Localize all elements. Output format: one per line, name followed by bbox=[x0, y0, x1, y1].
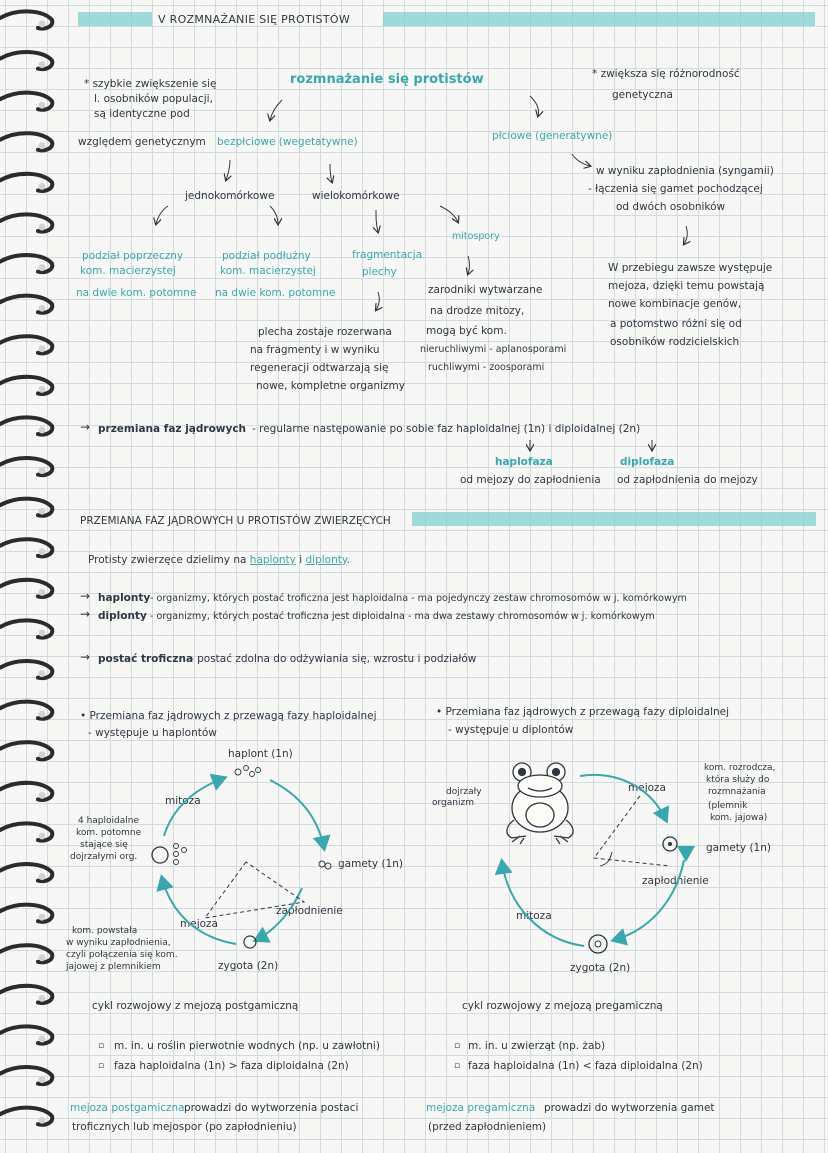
arrow-icon bbox=[468, 256, 470, 274]
germ-cell-4: (plemnik bbox=[708, 801, 748, 811]
germ-cell-5: kom. jajowa) bbox=[710, 813, 768, 823]
daughter-cells-3: stające się bbox=[80, 840, 128, 850]
arrow-icon bbox=[164, 778, 224, 836]
syngamy-1: w wyniku zapłodnienia (syngamii) bbox=[596, 165, 774, 177]
fragmentation-1: fragmentacja bbox=[352, 249, 423, 261]
fragmentation-desc-3: regeneracji odtwarzają się bbox=[250, 362, 389, 374]
cell-icon bbox=[668, 842, 672, 846]
syngamy-2: - łączenia się gamet pochodzącej bbox=[588, 183, 763, 195]
diplont-example-1: m. in. u zwierząt (np. żab) bbox=[468, 1040, 606, 1052]
diplophase-desc: od zapłodnienia do mejozy bbox=[617, 474, 758, 486]
left-note-1: * szybkie zwiększenie się bbox=[84, 78, 217, 90]
arrow-icon bbox=[270, 206, 278, 224]
haplont-mitosis: mitoza bbox=[165, 795, 201, 807]
mitospores-desc-4: nieruchliwymi - aplanosporami bbox=[420, 344, 567, 355]
arrow-icon: → bbox=[80, 420, 91, 434]
zygote-origin-4: jajowej z plemnikiem bbox=[66, 962, 161, 972]
split-transverse-2: kom. macierzystej bbox=[80, 265, 176, 277]
single-celled-label: jednokomórkowe bbox=[185, 190, 275, 202]
haplophase-label: haplofaza bbox=[495, 456, 553, 468]
right-note-2: genetyczna bbox=[612, 89, 673, 101]
bullet-icon: ▫ bbox=[98, 1041, 105, 1051]
arrow-icon bbox=[270, 100, 282, 120]
arrow-icon bbox=[162, 878, 236, 944]
diplonts-term: diplonty bbox=[98, 610, 147, 622]
intro-period: . bbox=[346, 554, 350, 566]
arrow-icon: → bbox=[80, 650, 91, 664]
arrow-icon bbox=[376, 292, 379, 310]
meiosis-note-4: a potomstwo różni się od bbox=[610, 318, 742, 330]
split-longitudinal-1: podział podłużny bbox=[222, 250, 311, 262]
germ-cell-3: rozmnażania bbox=[708, 787, 766, 797]
cell-icon bbox=[595, 941, 601, 947]
diplont-fertilization: zapłodnienie bbox=[642, 875, 709, 887]
haplont-gametes: gamety (1n) bbox=[338, 858, 403, 870]
alternation-term: przemiana faz jądrowych bbox=[98, 423, 247, 435]
arrow-icon bbox=[330, 164, 332, 182]
diplont-gametes: gamety (1n) bbox=[706, 842, 771, 854]
haplont-summary-term: mejoza postgamiczna bbox=[70, 1102, 185, 1114]
cell-icon bbox=[152, 847, 168, 863]
meiosis-note-3: nowe kombinacje genów, bbox=[608, 298, 742, 310]
diplont-adult-1: dojrzały bbox=[446, 787, 482, 797]
haplont-header-2: - występuje u haplontów bbox=[88, 727, 217, 739]
diplont-example-2: faza haploidalna (1n) < faza diploidalna (2n) bbox=[468, 1060, 703, 1072]
asexual-label: bezpłciowe (wegetatywne) bbox=[217, 136, 358, 148]
left-note-4: względem genetycznym bbox=[78, 136, 206, 148]
fragmentation-desc-1: plecha zostaje rozerwana bbox=[258, 326, 392, 338]
haplonts-def: - organizmy, których postać troficzna jest haploidalna - ma pojedynczy zestaw chromosomów w j. komórkowym bbox=[150, 593, 687, 604]
bullet-icon: ▫ bbox=[454, 1061, 461, 1071]
arrow-icon bbox=[156, 206, 168, 224]
arrow-icon bbox=[614, 860, 684, 940]
haplont-summary-2: troficznych lub mejospor (po zapłodnieniu) bbox=[72, 1121, 297, 1133]
diplont-cycle-name: cykl rozwojowy z mejozą pregamiczną bbox=[462, 1000, 663, 1012]
arrow-icon bbox=[270, 780, 324, 848]
diplont-summary-2: (przed zapłodnieniem) bbox=[428, 1121, 547, 1133]
diplont-meiosis: mejoza bbox=[628, 782, 666, 794]
cell-icon bbox=[589, 935, 607, 953]
arrow-icon: → bbox=[80, 607, 91, 621]
mitospores-label: mitospory bbox=[452, 231, 500, 242]
page-title: V ROZMNAŻANIE SIĘ PROTISTÓW bbox=[158, 13, 350, 26]
fragmentation-2: plechy bbox=[362, 266, 397, 278]
haplont-zygote: zygota (2n) bbox=[218, 960, 279, 972]
bullet-icon: ▫ bbox=[98, 1061, 105, 1071]
diplont-summary-term: mejoza pregamiczna bbox=[426, 1102, 536, 1114]
bullet-icon: ▫ bbox=[454, 1041, 461, 1051]
arrow-icon bbox=[502, 862, 584, 946]
haplophase-desc: od mejozy do zapłodnienia bbox=[460, 474, 601, 486]
zygote-origin-3: czyli połączenia się kom. bbox=[66, 950, 178, 960]
arrow-icon bbox=[580, 775, 666, 820]
haplont-header-1: • Przemiana faz jądrowych z przewagą fazy haploidalnej bbox=[80, 710, 377, 722]
cell-icon bbox=[244, 936, 256, 948]
meiosis-note-2: mejoza, dzięki temu powstają bbox=[608, 280, 765, 292]
trophic-term: postać troficzna bbox=[98, 653, 194, 665]
diplont-adult-2: organizm bbox=[432, 798, 474, 808]
left-note-2: l. osobników populacji, bbox=[94, 93, 213, 105]
zygote-origin-2: w wyniku zapłodnienia, bbox=[66, 938, 171, 948]
diplont-zygote: zygota (2n) bbox=[570, 962, 631, 974]
sexual-label: płciowe (generatywne) bbox=[492, 130, 613, 142]
haplont-example-1: m. in. u roślin pierwotnie wodnych (np. u zawłotni) bbox=[114, 1040, 380, 1052]
arrow-icon: → bbox=[80, 589, 91, 603]
haplont-cycle-name: cykl rozwojowy z mejozą postgamiczną bbox=[92, 1000, 299, 1012]
diplont-summary-1: prowadzi do wytworzenia gamet bbox=[544, 1102, 715, 1114]
diplont-header-1: • Przemiana faz jądrowych z przewagą fazy diploidalnej bbox=[436, 706, 730, 718]
diplophase-label: diplofaza bbox=[620, 456, 675, 468]
left-note-3: są identyczne pod bbox=[94, 108, 190, 120]
diplont-header-2: - występuje u diplontów bbox=[448, 724, 574, 736]
mitospores-desc-3: mogą być kom. bbox=[426, 325, 507, 337]
intro-haplonts: haplonty bbox=[249, 554, 296, 566]
frog-icon bbox=[507, 763, 573, 844]
right-note-1: * zwiększa się różnorodność bbox=[592, 68, 740, 80]
multi-celled-label: wielokomórkowe bbox=[312, 190, 400, 202]
meiosis-note-5: osobników rodzicielskich bbox=[610, 336, 740, 348]
haplont-fertilization: zapłodnienie bbox=[276, 905, 343, 917]
center-title: rozmnażanie się protistów bbox=[290, 72, 484, 87]
arrow-icon bbox=[530, 96, 539, 116]
fragmentation-desc-4: nowe, kompletne organizmy bbox=[256, 380, 405, 392]
diplont-mitosis: mitoza bbox=[516, 910, 552, 922]
zygote-origin-1: kom. powstała bbox=[72, 926, 138, 936]
intro-and: i bbox=[299, 554, 303, 566]
daughter-cells-2: kom. potomne bbox=[76, 828, 142, 838]
fragmentation-desc-2: na fragmenty i w wyniku bbox=[250, 344, 380, 356]
daughter-cells-4: dojrzałymi org. bbox=[70, 852, 138, 862]
intro-prefix: Protisty zwierzęce dzielimy na bbox=[88, 554, 247, 566]
split-transverse-3: na dwie kom. potomne bbox=[76, 287, 197, 299]
mitospores-desc-1: zarodniki wytwarzane bbox=[428, 284, 543, 296]
arrow-icon bbox=[440, 206, 458, 222]
syngamy-3: od dwóch osobników bbox=[616, 201, 726, 213]
haplonts-term: haplonty bbox=[98, 592, 151, 604]
haplont-meiosis: mejoza bbox=[180, 918, 218, 930]
haplont-summary-1: prowadzi do wytworzenia postaci bbox=[184, 1102, 359, 1114]
intro-diplonts: diplonty bbox=[305, 554, 347, 566]
arrow-icon bbox=[226, 160, 230, 180]
split-transverse-1: podział poprzeczny bbox=[82, 250, 184, 262]
arrow-icon bbox=[684, 226, 687, 244]
meiosis-note-1: W przebiegu zawsze występuje bbox=[608, 262, 773, 274]
arrow-icon bbox=[256, 888, 302, 940]
daughter-cells-1: 4 haploidalne bbox=[78, 816, 139, 826]
haplont-label: haplont (1n) bbox=[228, 748, 293, 760]
diplonts-def: - organizmy, których postać troficzna jest diploidalna - ma dwa zestawy chromosomów w j. komórkowym bbox=[150, 611, 655, 622]
mitospores-desc-5: ruchliwymi - zoosporami bbox=[428, 362, 545, 373]
haplont-example-2: faza haploidalna (1n) > faza diploidalna (2n) bbox=[114, 1060, 349, 1072]
germ-cell-2: która służy do bbox=[706, 775, 770, 785]
haplont-cells-icon bbox=[174, 766, 332, 870]
alternation-definition: - regularne następowanie po sobie faz haploidalnej (1n) i diploidalnej (2n) bbox=[252, 423, 641, 435]
germ-cell-1: kom. rozrodcza, bbox=[704, 763, 776, 773]
section2-title: PRZEMIANA FAZ JĄDROWYCH U PROTISTÓW ZWIERZĘCYCH bbox=[80, 515, 391, 527]
split-longitudinal-3: na dwie kom. potomne bbox=[215, 287, 336, 299]
arrow-icon bbox=[376, 210, 378, 232]
trophic-def: - postać zdolna do odżywiania się, wzrostu i podziałów bbox=[190, 653, 477, 665]
mitospores-desc-2: na drodze mitozy, bbox=[430, 305, 525, 317]
arrow-icon bbox=[572, 154, 590, 166]
split-longitudinal-2: kom. macierzystej bbox=[220, 265, 316, 277]
